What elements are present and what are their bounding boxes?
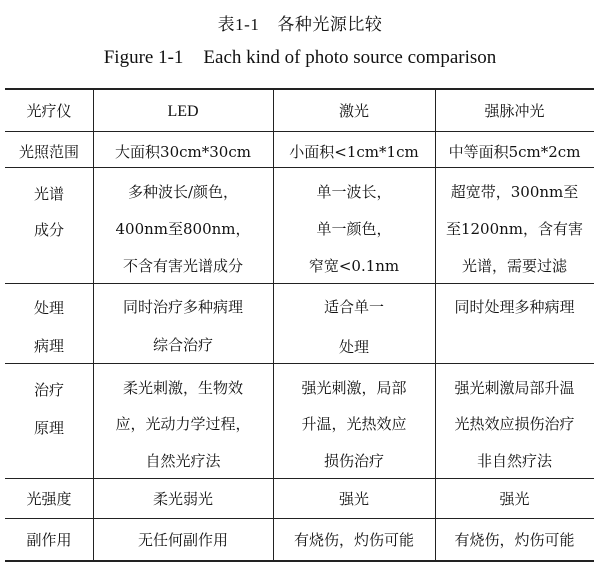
table-cell: 同时处理多种病理 (454, 298, 575, 316)
table-cell: 处理 (338, 338, 369, 356)
row-label-principle: 治疗 (33, 381, 64, 399)
caption-en-number: Figure 1-1 (103, 47, 184, 68)
table-caption-en (0, 47, 600, 69)
table-cell: 有烧伤，灼伤可能 (454, 531, 575, 549)
table-cell: 不含有害光谱成分 (122, 257, 243, 275)
table-cell: 综合治疗 (152, 336, 213, 354)
row-label-principle: 原理 (33, 419, 64, 437)
table-cell: 无任何副作用 (137, 531, 228, 549)
table-cell: 至1200nm，含有害 (445, 220, 584, 238)
table-cell: 400nm至800nm， (115, 220, 251, 238)
table-cell: 有烧伤，灼伤可能 (293, 531, 414, 549)
table-cell: 强光 (338, 490, 369, 508)
table-cell: 损伤治疗 (323, 452, 384, 470)
table-cell: 强光刺激，局部 (301, 379, 407, 397)
row-label-intensity: 光强度 (26, 490, 72, 508)
row-label-spectrum: 成分 (33, 221, 64, 239)
caption-zh-title: 各种光源比较 (277, 15, 383, 35)
table-cell: 强光 (499, 490, 530, 508)
table-cell: 应，光动力学过程， (115, 415, 251, 433)
table-cell: 同时治疗多种病理 (122, 298, 243, 316)
table-cell: 光热效应损伤治疗 (454, 415, 575, 433)
table-cell: 升温，光热效应 (301, 415, 407, 433)
table-cell: 非自然疗法 (476, 452, 552, 470)
row-label-side-effect: 副作用 (26, 531, 72, 549)
row-label-pathology: 处理 (33, 299, 64, 317)
table-cell: 多种波长/颜色， (127, 183, 239, 201)
table-caption-zh (0, 10, 600, 35)
table-cell: 中等面积5cm*2cm (448, 143, 581, 161)
table-cell: 大面积30cm*30cm (115, 143, 251, 161)
table-cell: 柔光弱光 (152, 490, 213, 508)
table-cell: 适合单一 (323, 298, 384, 316)
caption-en-title: Each kind of photo source comparison (203, 47, 497, 68)
caption-zh-number: 表1-1 (217, 15, 260, 34)
header-cell-laser: 激光 (338, 102, 369, 120)
table-cell: 自然光疗法 (145, 452, 221, 470)
table-cell: 强光刺激局部升温 (454, 379, 575, 397)
row-label-area: 光照范围 (18, 143, 79, 161)
row-label-spectrum: 光谱 (33, 185, 64, 203)
header-cell-device: 光疗仪 (26, 102, 72, 120)
header-cell-led: LED (167, 103, 199, 120)
table-cell: 窄宽<0.1nm (308, 257, 400, 275)
table-cell: 单一颜色， (316, 220, 392, 238)
row-label-pathology: 病理 (33, 337, 64, 355)
header-cell-ipl: 强脉冲光 (484, 102, 545, 120)
table-cell: 超宽带，300nm至 (450, 183, 579, 201)
table-cell: 柔光刺激，生物效 (122, 379, 243, 397)
table-cell: 小面积<1cm*1cm (289, 143, 419, 161)
table-cell: 光谱，需要过滤 (461, 257, 567, 275)
table-cell: 单一波长， (316, 183, 392, 201)
